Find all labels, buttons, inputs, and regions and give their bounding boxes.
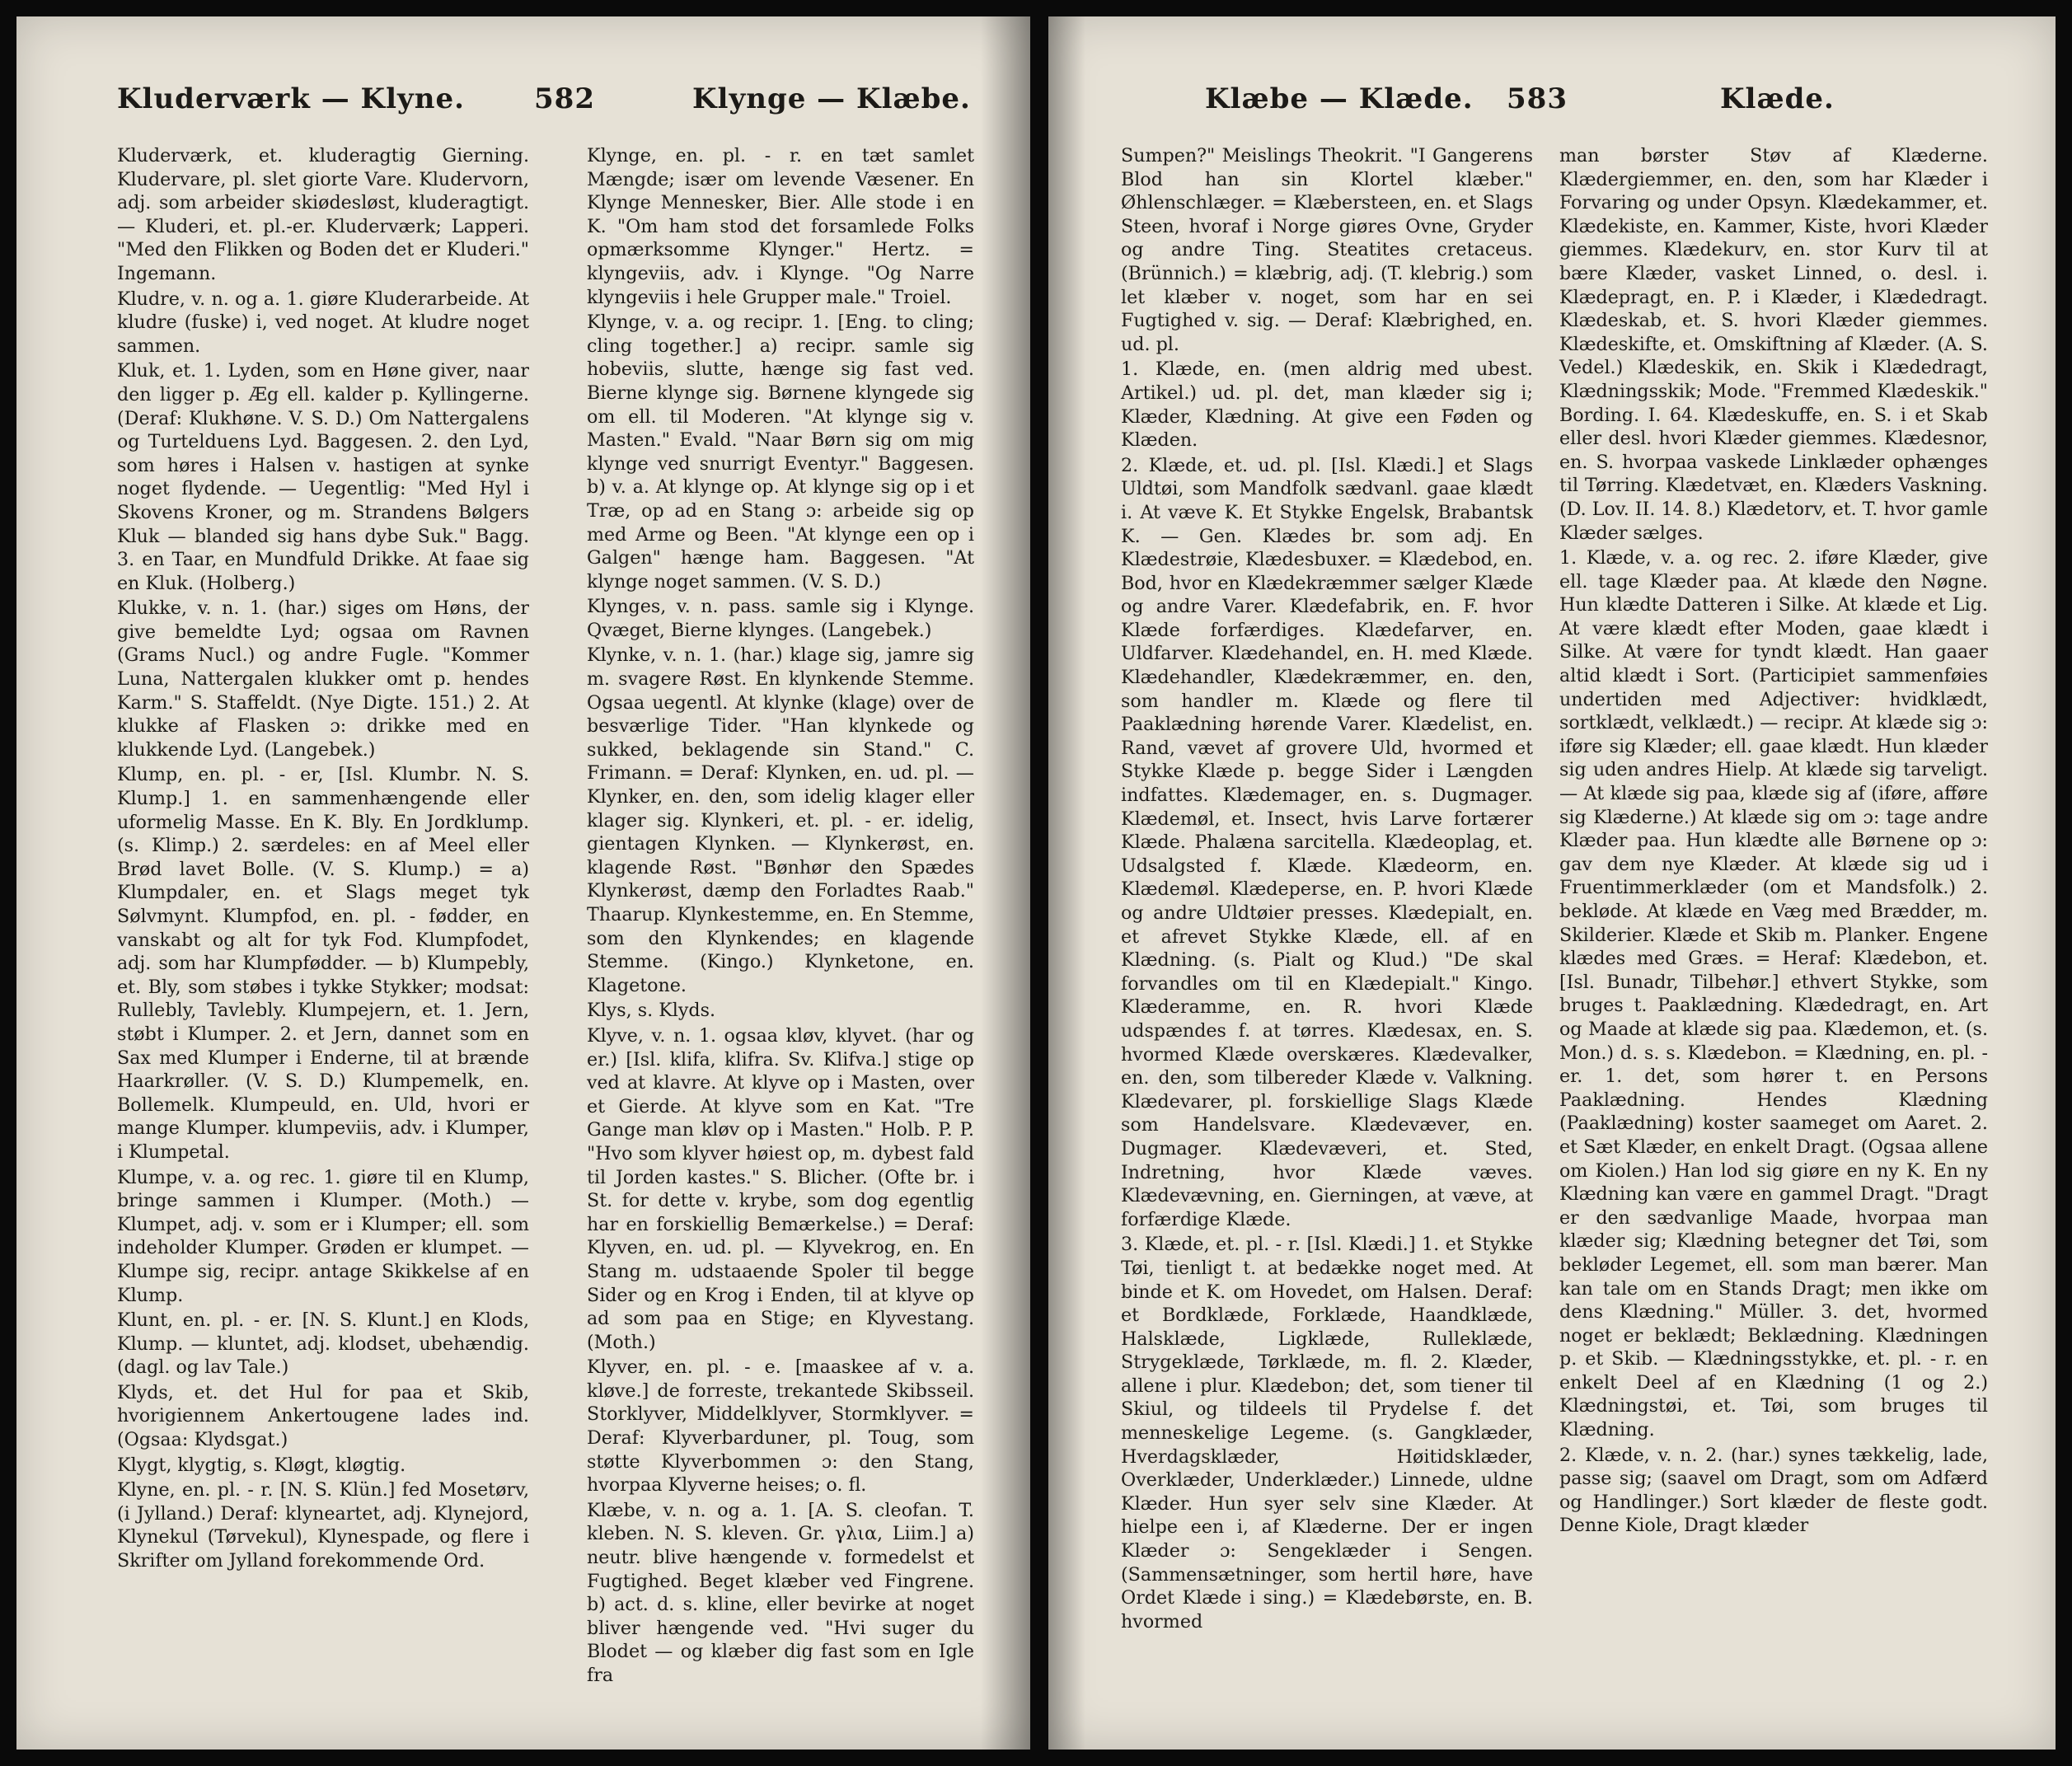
entry: Klunt, en. pl. - er. [N. S. Klunt.] en Klods, Klump. — kluntet, adj. klodset, ubehændig. (dagl. og lav Tale.) [117, 1309, 529, 1379]
left-page [16, 16, 1030, 1750]
right-running-head-start: Klæbe — Klæde. [1205, 82, 1474, 115]
spine-shadow [1048, 16, 1085, 1750]
right-column-b [1559, 144, 1988, 1539]
entry: Klynke, v. n. 1. (har.) klage sig, jamre sig m. svagere Røst. En klynkende Stemme. Ogsaa uegentl. At klynke (klage) over de besværlige Tider. "Han klynkede og sukked, beklagende sin Stand." C. Frimann. = Deraf: Klynken, en. ud. pl. — Klynker, en. den, som idelig klager eller klager sig. Klynkeri, et. pl. - er. idelig, gientagen Klynken. — Klynkerøst, en. klagende Røst. "Bønhør den Spædes Klynkerøst, dæmp den Forladtes Raab." Thaarup. Klynkestemme, en. En Stemme, som den Klynkendes; en klagende Stemme. (Kingo.) Klynketone, en. Klagetone. [587, 644, 974, 996]
entry: Klys, s. Klyds. [587, 1000, 716, 1022]
left-page-number: 582 [534, 82, 595, 115]
entry: Klæbe, v. n. og a. 1. [A. S. cleofan. T. kleben. N. S. kleven. Gr. γλια, Liim.] a) neutr. blive hængende v. formedelst et Fugtighed. Beget klæber ved Fingrene. b) act. d. s. kline, eller bevirke at noget bliver hængende ved. "Hvi suger du Blodet — og klæber dig fast som en Igle fra [587, 1499, 974, 1686]
entry: 1. Klæde, v. a. og rec. 2. iføre Klæder, give ell. tage Klæder paa. At klæde den Nøgne. Hun klædte Datteren i Silke. At klæde et Lig. At være klædt efter Moden, gaae klædt i Silke. At være for tyndt klædt. Han gaaer altid klædt i Sort. (Participiet sammenføies undertiden med Adjectiver: hvidklædt, sortklædt, velklædt.) — recipr. At klæde sig ɔ: iføre sig Klæder; ell. gaae klædt. Hun klæder sig uden andres Hielp. At klæde sig tarveligt. — At klæde sig paa, klæde sig af (iføre, afføre sig Klæderne.) At klæde sig om ɔ: tage andre Klæder paa. Hun klædte alle Børnene op ɔ: gav dem nye Klæder. At klæde sig ud i Fruentimmerklæder (om et Mandsfolk.) 2. bekløde. At klæde en Væg med Brædder, m. Skilderier. Klæde et Skib m. Planker. Engene klædes med Græs. = Heraf: Klædebon, et. [Isl. Bunadr, Tilbehør.] ethvert Stykke, som bruges t. Paaklædning. Klædedragt, en. Art og Maade at klæde sig paa. Klædemon, et. (s. Mon.) d. s. s. Klædebon. = Klædning, en. pl. - er. 1. det, som hører t. en Persons Paaklædning. Hendes Klædning (Paaklædning) koster saameget om Aaret. 2. et Sæt Klæder, en enkelt Dragt. (Ogsaa allene om Kiolen.) Han lod sig giøre en ny K. En ny Klædning kan være en gammel Dragt. "Dragt er den sædvanlige Maade, hvorpaa man klæder sig; Klædning betegner det Tøi, som bekløder Legemet, ell. som man bærer. Man kan tale om en Stands Dragt; men ikke om dens Klædning." Müller. 3. det, hvormed noget er beklædt; Beklædning. Klædningen p. et Skib. — Klædningsstykke, et. pl. - r. en enkelt Deel af en Klædning (1 og 2.) Klædningstøi, et. Tøi, som bruges til Klædning. [1559, 547, 1988, 1441]
entry: Klyver, en. pl. - e. [maaskee af v. a. kløve.] de forreste, trekantede Skibsseil. Storklyver, Middelklyver, Stormklyver. = Deraf: Klyverbarduner, pl. Toug, som støtte Klyverbommen ɔ: den Stang, hvorpaa Klyverne heises; o. fl. [587, 1356, 974, 1497]
entry: 2. Klæde, et. ud. pl. [Isl. Klædi.] et Slags Uldtøi, som Mandfolk sædvanl. gaae klædt i. At væve K. Et Stykke Engelsk, Brabantsk K. — Gen. Klædes br. som adj. En Klædestrøie, Klædesbuxer. = Klædebod, en. Bod, hvor en Klædekræmmer sælger Klæde og andre Varer. Klædefabrik, en. F. hvor Klæde forfærdiges. Klædefarver, en. Uldfarver. Klædehandel, en. H. med Klæde. Klædehandler, Klædekræmmer, en. den, som handler m. Klæde og flere til Paaklædning hørende Varer. Klædelist, en. Rand, vævet af grovere Uld, hvormed et Stykke Klæde p. begge Sider i Længden indfattes. Klædemager, en. s. Dugmager. Klædemøl, et. Insect, hvis Larve fortærer Klæde. Phalæna sarcitella. Klædeoplag, et. Udsalgsted f. Klæde. Klædeorm, en. Klædemøl. Klædeperse, en. P. hvori Klæde og andre Uldtøier presses. Klædepialt, en. et afrevet Stykke Klæde, ell. af en Klædning. (s. Pialt og Klud.) "De skal forvandles om til en Klædepialt." Kingo. Klæderamme, en. R. hvori Klæde udspændes f. at tørres. Klædesax, en. S. hvormed Klæde overskæres. Klædevalker, en. den, som tilbereder Klæde v. Valkning. Klædevarer, pl. forskiellige Slags Klæde som Handelsvare. Klædevæver, en. Dugmager. Klædevæveri, et. Sted, Indretning, hvor Klæde væves. Klædevævning, en. Gierningen, at væve, at forfærdige Klæde. [1121, 454, 1533, 1230]
entry: 2. Klæde, v. n. 2. (har.) synes tækkelig, lade, passe sig; (saavel om Dragt, som om Adfærd og Handlinger.) Sort klæder de fleste godt. Denne Kiole, Dragt klæder [1559, 1444, 1988, 1537]
right-running-head-end: Klæde. [1720, 82, 1835, 115]
entry: Klukke, v. n. 1. (har.) siges om Høns, der give bemeldte Lyd; ogsaa om Ravnen (Grams Nucl.) og andre Fugle. "Kommer Luna, Nattergalen klukker omt p. hendes Karm." S. Staffeldt. (Nye Digte. 151.) 2. At klukke af Flasken ɔ: drikke med en klukkende Lyd. (Langebek.) [117, 597, 529, 761]
entry: Kluk, et. 1. Lyden, som en Høne giver, naar den ligger p. Æg ell. kalder p. Kyllingerne. (Deraf: Klukhøne. V. S. D.) Om Nattergalens og Turtelduens Lyd. Baggesen. 2. den Lyd, som høres i Halsen v. hastigen at synke noget flydende. — Uegentlig: "Med Hyl i Skovens Kroner, og m. Strandens Bølgers Kluk — blanded sig hans dybe Suk." Bagg. 3. en Taar, en Mundfuld Drikke. At faae sig en Kluk. (Holberg.) [117, 360, 529, 594]
entry: Kluderværk, et. kluderagtig Gierning. Kludervare, pl. slet giorte Vare. Kludervorn, adj. som arbeider skiødesløst, kluderagtigt. — Kluderi, et. pl.-er. Kluderværk; Lapperi. "Med den Flikken og Boden det er Kluderi." Ingemann. [117, 145, 529, 284]
entry: Klyne, en. pl. - r. [N. S. Klün.] fed Mosetørv, (i Jylland.) Deraf: klyneartet, adj. Klynejord, Klynekul (Tørvekul), Klynespade, og flere i Skrifter om Jylland forekommende Ord. [117, 1479, 529, 1572]
entry: 1. Klæde, en. (men aldrig med ubest. Artikel.) ud. pl. det, man klæder sig i; Klæder, Klædning. At give een Føden og Klæden. [1121, 358, 1533, 452]
entry: 3. Klæde, et. pl. - r. [Isl. Klædi.] 1. et Stykke Tøi, tienligt t. at bedække noget med. At binde et K. om Hovedet, om Halsen. Deraf: et Bordklæde, Forklæde, Haandklæde, Halsklæde, Ligklæde, Rulleklæde, Strygeklæde, Tørklæde, m. fl. 2. Klæder, allene i plur. Klædebon; det, som tiener til Skiul, og tildeels til Prydelse f. det menneskelige Legeme. (s. Gangklæder, Hverdagsklæder, Høitidsklæder, Overklæder, Underklæder.) Linnede, uldne Klæder. Hun syer selv sine Klæder. At hielpe een i, af Klæderne. Der er ingen Klæder ɔ: Sengeklæder i Sengen. (Sammensætninger, som hertil høre, have Ordet Klæde i sing.) = Klædebørste, en. B. hvormed [1121, 1234, 1533, 1632]
left-running-head-start: Kluderværk — Klyne. [117, 82, 465, 115]
spine-shadow [981, 16, 1030, 1750]
entry: Klumpe, v. a. og rec. 1. giøre til en Klump, bringe sammen i Klumper. (Moth.) — Klumpet, adj. v. som er i Klumper; ell. som indeholder Klumper. Grøden er klumpet. — Klumpe sig, recipr. antage Skikkelse af en Klump. [117, 1166, 529, 1306]
right-page [1048, 16, 2056, 1750]
right-column-a [1121, 144, 1533, 1635]
entry: man børster Støv af Klæderne. Klædergiemmer, en. den, som har Klæder i Forvaring og under Opsyn. Klædekammer, et. Klædekiste, en. Kammer, Kiste, hvori Klæder giemmes. Klædekurv, en. stor Kurv til at bære Klæder, vasket Linned, o. desl. i. Klædepragt, en. P. i Klæder, i Klædedragt. Klædeskab, et. S. hvori Klæder giemmes. Klædeskifte, et. Omskiftning af Klæder. (A. S. Vedel.) Klædeskik, en. Skik i Klædedragt, Klædningsskik; Mode. "Fremmed Klædeskik." Bording. I. 64. Klædeskuffe, en. S. i et Skab eller desl. hvori Klæder giemmes. Klædesnor, en. S. hvorpaa vaskede Linklæder ophænges til Tørring. Klædetvæt, en. Klæders Vaskning. (D. Lov. II. 14. 8.) Klædetorv, et. T. hvor gamle Klæder sælges. [1559, 145, 1988, 544]
entry: Klygt, klygtig, s. Kløgt, kløgtig. [117, 1454, 406, 1476]
left-column-b [587, 144, 974, 1689]
entry: Sumpen?" Meislings Theokrit. "I Gangerens Blod han sin Klortel klæber." Øhlenschlæger. = Klæbersteen, en. et Slags Steen, hvoraf i Norge giøres Ovne, Gryder og andre Ting. Steatites cretaceus. (Brünnich.) = klæbrig, adj. (T. klebrig.) som let klæber v. noget, som har en sei Fugtighed v. sig. — Deraf: Klæbrighed, en. ud. pl. [1121, 145, 1533, 355]
entry: Kludre, v. n. og a. 1. giøre Kluderarbeide. At kludre (fuske) i, ved noget. At kludre noget sammen. [117, 288, 529, 357]
entry: Klump, en. pl. - er, [Isl. Klumbr. N. S. Klump.] 1. en sammenhængende eller uformelig Masse. En K. Bly. En Jordklump. (s. Klimp.) 2. særdeles: en af Meel eller Brød lavet Bolle. (V. S. Klump.) = a) Klumpdaler, en. et Slags meget tyk Sølvmynt. Klumpfod, en. pl. - fødder, en vanskabt og alt for tyk Fod. Klumpfodet, adj. som har Klumpfødder. — b) Klumpebly, et. Bly, som støbes i tykke Stykker; modsat: Rullebly, Tavlebly. Klumpejern, et. 1. Jern, støbt i Klumper. 2. et Jern, dannet som en Sax med Klumper i Enderne, til at brænde Haarkrøller. (V. S. D.) Klumpemelk, en. Bollemelk. Klumpeuld, en. Uld, hvori er mange Klumper. klumpeviis, adv. i Klumper, i Klumpetal. [117, 764, 529, 1163]
entry: Klyve, v. n. 1. ogsaa kløv, klyvet. (har og er.) [Isl. klifa, klifra. Sv. Klifva.] stige op ved at klavre. At klyve op i Masten, over et Gierde. At klyve som en Kat. "Tre Gange man kløv op i Masten." Holb. P. P. "Hvo som klyver høiest op, m. dybest fald til Jorden kastes." S. Blicher. (Ofte br. i St. for dette v. krybe, som dog egentlig har en forskiellig Bemærkelse.) = Deraf: Klyven, en. ud. pl. — Klyvekrog, en. En Stang m. udstaaende Spoler til begge Sider og en Krog i Enden, til at klyve op ad som paa en Stige; en Klyvestang. (Moth.) [587, 1024, 974, 1353]
left-running-head-end: Klynge — Klæbe. [692, 82, 971, 115]
left-column-a [117, 144, 529, 1575]
entry: Klyds, et. det Hul for paa et Skib, hvorigiennem Ankertougene lades ind. (Ogsaa: Klydsgat.) [117, 1381, 529, 1451]
right-page-number: 583 [1507, 82, 1568, 115]
entry: Klynge, v. a. og recipr. 1. [Eng. to cling; cling together.] a) recipr. samle sig hobeviis, slutte, hænge sig fast ved. Bierne klynge sig. Børnene klyngede sig om ell. til Moderen. "At klynge sig v. Masten." Evald. "Naar Børn sig om mig klynge ved snurrigt Eventyr." Baggesen. b) v. a. At klynge op. At klynge sig op i et Træ, op ad en Stang ɔ: arbeide sig op med Arme og Been. "At klynge een op i Galgen" hænge ham. Baggesen. "At klynge noget sammen. (V. S. D.) [587, 312, 974, 593]
entry: Klynges, v. n. pass. samle sig i Klynge. Qvæget, Bierne klynges. (Langebek.) [587, 596, 974, 641]
entry: Klynge, en. pl. - r. en tæt samlet Mængde; især om levende Væsener. En Klynge Mennesker, Bier. Alle stode i en K. "Om ham stod det forsamlede Folks opmærksomme Klynger." Hertz. = klyngeviis, adv. i Klynge. "Og Narre klyngeviis i hele Grupper male." Troiel. [587, 145, 974, 308]
